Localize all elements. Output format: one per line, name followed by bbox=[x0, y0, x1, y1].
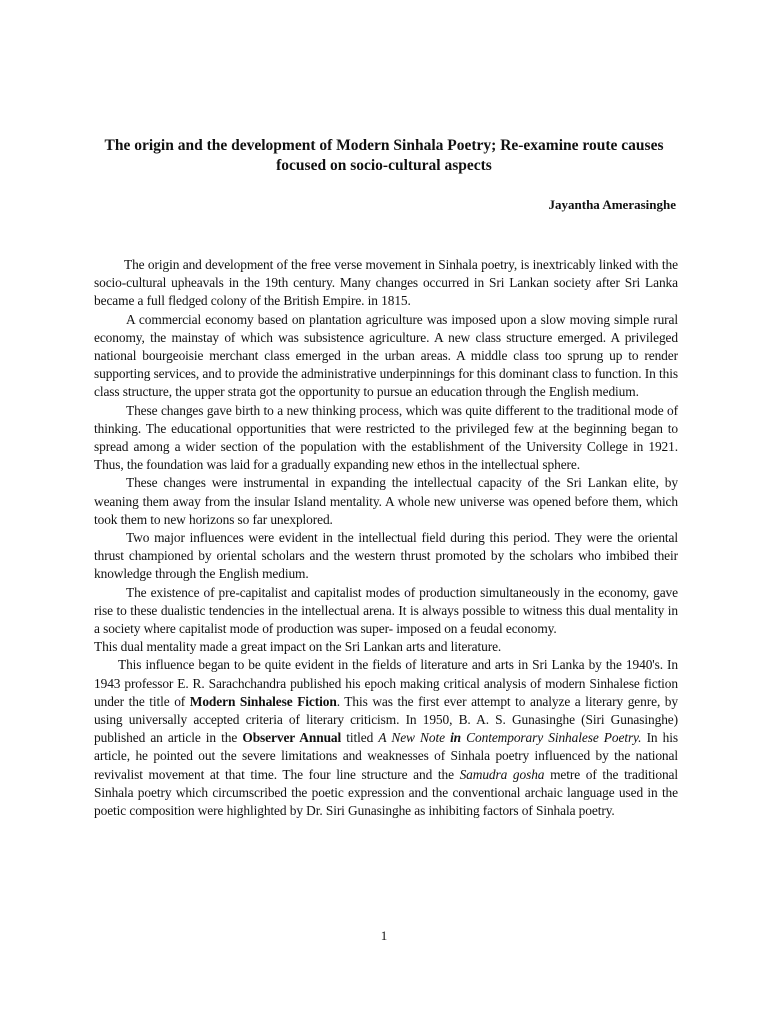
article-title-part-1: A New Note bbox=[378, 730, 451, 746]
paragraph-8-text-2: . This was the first ever attempt to analyze a literary genre, by using universally accepted criteria of literary criticism. In 1950, B. A. S. Gunasinghe (Siri Gunasinghe) published an article in the bbox=[94, 693, 679, 746]
paragraph-4: These changes were instrumental in expanding the intellectual capacity of the Sri Lankan elite, by weaning them away from the insular Island mentality. A whole new universe was opened before them, which took them to new horizons so far unexplored. bbox=[94, 475, 678, 527]
metre-name-samudra-gosha: Samudra gosha bbox=[459, 766, 545, 782]
page-number: 1 bbox=[380, 928, 388, 943]
paragraph-6: The existence of pre-capitalist and capitalist modes of production simultaneously in the economy, gave rise to these dualistic tendencies in the intellectual arena. It is always possible to witness this dual mentality in a society where capitalist mode of production was super- imposed on a feudal economy. bbox=[94, 584, 678, 637]
paragraph-1: The origin and development of the free verse movement in Sinhala poetry, is inextricably linked with the socio-cultural upheavals in the 19th century. Many changes occurred in Sri Lankan society after Sri Lanka became a full fledged colony of the British Empire. in 1815. bbox=[94, 257, 678, 309]
article-title-part-2: Contemporary Sinhalese Poetry. bbox=[461, 730, 642, 746]
paragraph-8-text-1: This influence began to be quite evident in the fields of literature and arts in Sri Lanka by the 1940's. In 1943 professor E. R. Sarachchandra published his epoch making critical analysis of modern Sinhalese fiction under the title of bbox=[94, 657, 678, 709]
author-name: Jayantha Amerasinghe bbox=[548, 197, 676, 212]
article-title-in: in bbox=[450, 730, 462, 746]
paragraph-8-text-3: titled bbox=[341, 730, 379, 746]
document-body bbox=[94, 256, 678, 820]
paragraph-8-text-5: metre of the traditional Sinhala poetry which circumscribed the poetic expression and the conventional archaic language used in the poetic composition were highlighted by Dr. Siri Gunasinghe as inhibiting factors of Sinhala poetry. bbox=[94, 766, 678, 819]
paragraph-5: Two major influences were evident in the intellectual field during this period. They were the oriental thrust championed by oriental scholars and the western thrust promoted by the scholars who imbibed their knowledge through the English medium. bbox=[94, 530, 678, 582]
paragraph-8 bbox=[94, 656, 678, 820]
publication-observer-annual: Observer Annual bbox=[242, 730, 342, 746]
book-title-modern-sinhalese-fiction: Modern Sinhalese Fiction bbox=[189, 693, 337, 709]
paragraph-2: A commercial economy based on plantation agriculture was imposed upon a slow moving simple rural economy, the mainstay of which was subsistence agriculture. A new class structure emerged. A privileged national bourgeoisie merchant class emerged in the urban areas. A middle class too sprung up to render supporting services, and to provide the administrative underpinnings for this dominant class to function. In this class structure, the upper strata got the opportunity to pursue an education through the English medium. bbox=[94, 311, 678, 400]
paragraph-3: These changes gave birth to a new thinking process, which was quite different to the traditional mode of thinking. The educational opportunities that were restricted to the privileged few at the beginning began to spread among a wider section of the population with the establishment of the University College in 1921. Thus, the foundation was laid for a gradually expanding new ethos in the intellectual sphere. bbox=[94, 402, 678, 473]
paragraph-7: This dual mentality made a great impact on the Sri Lankan arts and literature. bbox=[94, 639, 502, 655]
document-title: The origin and the development of Modern Sinhala Poetry; Re-examine route causes focused on socio-cultural aspects bbox=[104, 137, 664, 174]
paragraph-8-text-4: In his article, he pointed out the severe limitations and weaknesses of Sinhala poetry influenced by the national revivalist movement at that time. The four line structure and the bbox=[94, 730, 679, 782]
